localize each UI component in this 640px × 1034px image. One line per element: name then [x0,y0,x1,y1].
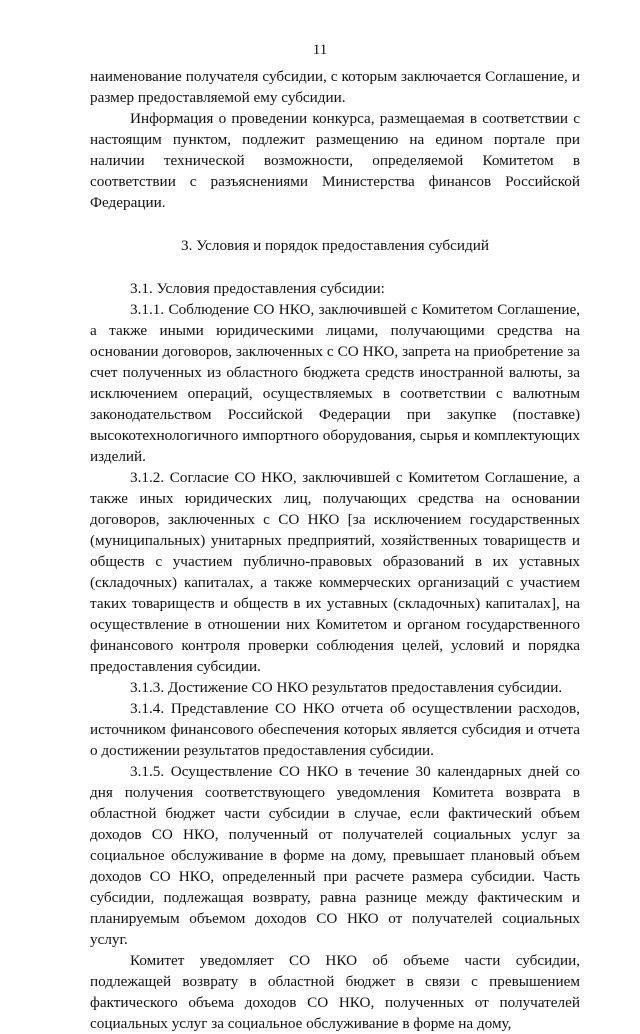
paragraph-3-1-3: 3.1.3. Достижение СО НКО результатов предоставления субсидии. [130,679,563,696]
paragraph-committee-notice: Комитет уведомляет СО НКО об объеме части субсидии, подлежащей возврату в областной бюджет в связи с превышением фактического объема доходов СО НКО, полученных от получателей социальных услуг за социальное обслуживание в форме на дому, [90,952,580,1032]
document-body [90,66,580,1034]
section-heading: 3. Условия и порядок предоставления субсидий [181,237,489,254]
paragraph-3-1-5: 3.1.5. Осуществление СО НКО в течение 30 календарных дней со дня получения соответствующего уведомления Комитета возврата в областной бюджет части субсидии в случае, если фактический объем доходов СО НКО, полученный от получателей социальных услуг за социальное обслуживание в форме на дому, превышает плановый объем доходов СО НКО, определенный при расчете размера субсидии. Часть субсидии, подлежащая возврату, равна разнице между фактическим и планируемым объемом доходов СО НКО от получателей социальных услуг. [90,763,580,948]
paragraph-3-1: 3.1. Условия предоставления субсидии: [130,280,385,297]
paragraph-3-1-1: 3.1.1. Соблюдение СО НКО, заключившей с Комитетом Соглашение, а также иными юридическими лицами, получающими средства на основании договоров, заключенных с СО НКО, запрета на приобретение за счет полученных из областного бюджета средств иностранной валюты, за исключением операций, осуществляемых в соответствии с валютным законодательством Российской Федерации при закупке (поставке) высокотехнологичного импортного оборудования, сырья и комплектующих изделий. [90,301,580,465]
page-number: 11 [312,42,328,58]
paragraph-continuation: наименование получателя субсидии, с которым заключается Соглашение, и размер предоставляемой ему субсидии. [90,68,580,106]
paragraph-3-1-2: 3.1.2. Согласие СО НКО, заключившей с Комитетом Соглашение, а также иных юридических лиц, получающих средства на основании договоров, заключенных с СО НКО [за исключением государственных (муниципальных) унитарных предприятий, хозяйственных товариществ и обществ с участием публично-правовых образований в их уставных (складочных) капиталах, а также коммерческих организаций с участием таких товариществ и обществ в их уставных (складочных) капиталах], на осуществление в отношении них Комитетом и органом государственного финансового контроля проверки соблюдения целей, условий и порядка предоставления субсидии. [90,469,580,675]
paragraph-3-1-4: 3.1.4. Представление СО НКО отчета об осуществлении расходов, источником финансового обеспечения которых является субсидия и отчета о достижении результатов предоставления субсидии. [90,700,580,759]
paragraph-info-publication: Информация о проведении конкурса, размещаемая в соответствии с настоящим пунктом, подлежит размещению на едином портале при наличии технической возможности, определяемой Комитетом в соответствии с разъяснениями Министерства финансов Российской Федерации. [90,110,580,211]
